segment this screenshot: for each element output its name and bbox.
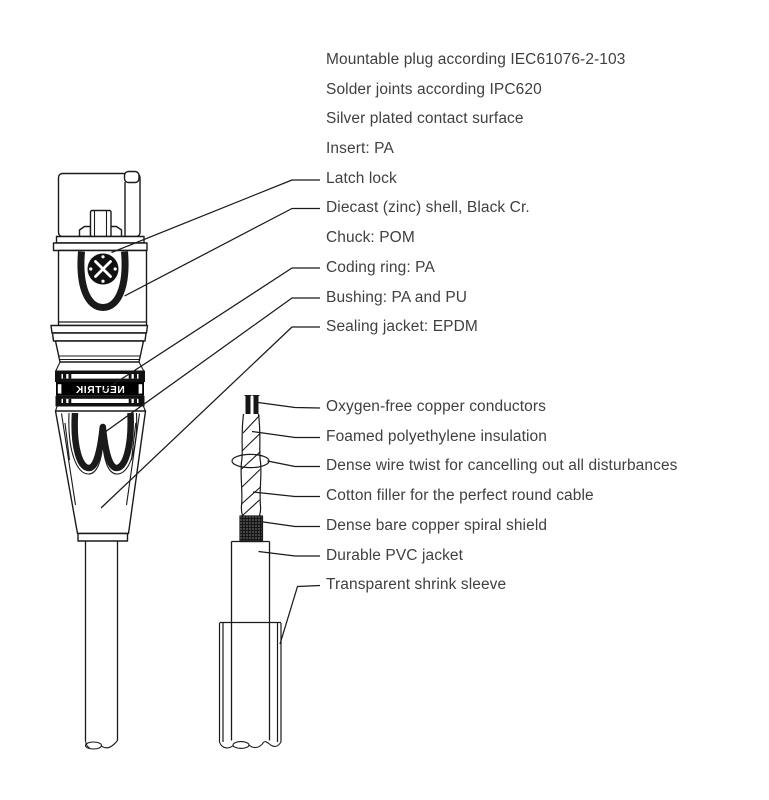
leader-cotton-filler — [253, 492, 320, 497]
leader-pvc-jacket — [259, 552, 321, 557]
latch-wing-right — [111, 227, 122, 237]
latch-pin-cap — [125, 172, 140, 183]
cable-cut-end — [220, 742, 282, 749]
twisted-pair — [241, 414, 261, 516]
latch-button — [88, 254, 119, 285]
flare-band-1 — [51, 326, 148, 334]
plug-cable — [86, 541, 118, 741]
label-coding-ring: Coding ring: PA — [326, 259, 435, 276]
label-latch-lock: Latch lock — [326, 170, 397, 187]
flare-band-2 — [53, 333, 147, 341]
leader-spiral-shield — [260, 522, 320, 527]
label-cotton-filler: Cotton filler for the perfect round cable — [326, 487, 594, 504]
brand-text: NEUTRIK — [75, 384, 125, 396]
copper-conductors — [245, 396, 260, 415]
cable-cutaway-drawing — [220, 396, 282, 749]
label-contact-surface: Silver plated contact surface — [326, 110, 524, 127]
knurl-ring-bottom — [56, 396, 145, 407]
label-chuck: Chuck: POM — [326, 229, 415, 246]
label-wire-twist: Dense wire twist for cancelling out all disturbances — [326, 457, 678, 474]
label-pvc-jacket: Durable PVC jacket — [326, 547, 464, 564]
label-diecast-shell: Diecast (zinc) shell, Black Cr. — [326, 199, 530, 216]
label-solder-joints: Solder joints according IPC620 — [326, 81, 542, 98]
label-conductors: Oxygen-free copper conductors — [326, 398, 547, 415]
latch-wing-left — [80, 227, 91, 237]
leader-insulation — [252, 432, 320, 438]
label-sealing-jacket: Sealing jacket: EPDM — [326, 318, 478, 335]
label-bushing: Bushing: PA and PU — [326, 289, 468, 306]
label-insert: Insert: PA — [326, 140, 394, 157]
rim-band-upper — [57, 237, 145, 244]
boot-collar — [78, 534, 128, 542]
leader-shrink-sleeve — [280, 586, 320, 645]
latch-tower — [91, 211, 112, 237]
label-mountable-plug: Mountable plug according IEC61076-2-103 — [326, 51, 626, 68]
spiral-shield — [240, 516, 263, 542]
label-spiral-shield: Dense bare copper spiral shield — [326, 517, 548, 534]
plug-cable-end — [86, 741, 118, 750]
pvc-jacket — [232, 542, 270, 741]
label-shrink-sleeve: Transparent shrink sleeve — [326, 576, 507, 593]
shrink-sleeve — [220, 623, 282, 743]
label-insulation: Foamed polyethylene insulation — [326, 428, 547, 445]
chuck — [56, 341, 144, 362]
leader-diecast-shell — [125, 209, 321, 297]
xlr-plug-drawing — [51, 172, 148, 750]
coding-ring-band — [56, 382, 144, 396]
leader-wire-twist — [268, 461, 321, 467]
leader-conductors — [258, 403, 320, 409]
